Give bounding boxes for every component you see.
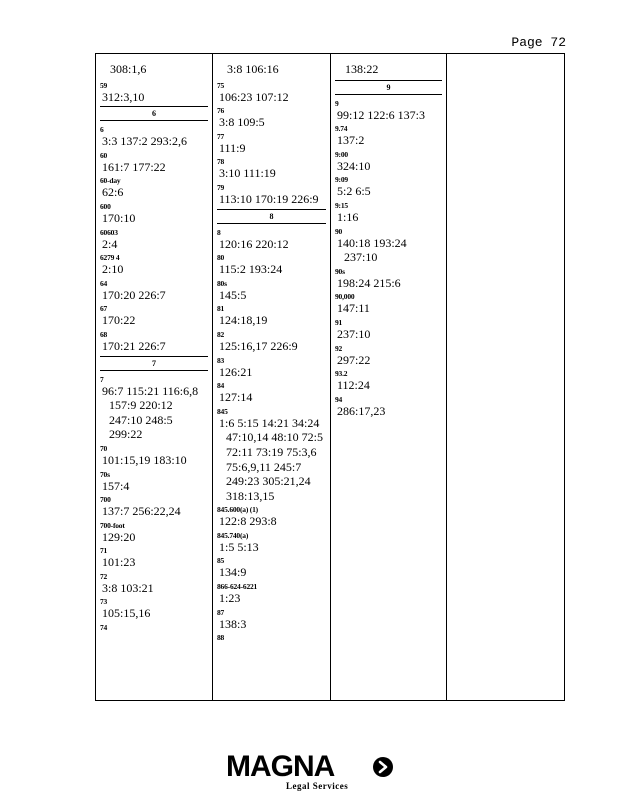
page-line-reference: 127:14 bbox=[219, 390, 253, 405]
page-line-reference: 247:10 248:5 bbox=[109, 412, 173, 427]
page-line-reference: 170:20 226:7 bbox=[102, 287, 166, 302]
index-keyword: 845.600(a) (1) bbox=[217, 505, 258, 515]
index-entry bbox=[96, 545, 212, 570]
continued-entry bbox=[96, 63, 212, 77]
index-keyword: 600 bbox=[100, 201, 111, 211]
index-entry bbox=[96, 252, 212, 277]
continued-entry bbox=[213, 63, 330, 77]
page-line-reference: 113:10 170:19 226:9 bbox=[219, 191, 319, 206]
divider bbox=[217, 223, 326, 224]
index-keyword: 7 bbox=[100, 374, 104, 384]
index-keyword: 70 bbox=[100, 443, 108, 453]
index-keyword: 6279 4 bbox=[100, 253, 120, 263]
index-column bbox=[213, 54, 331, 700]
page-line-reference: 47:10,14 48:10 72:5 bbox=[226, 430, 324, 445]
index-keyword: 74 bbox=[100, 623, 108, 633]
index-entry bbox=[213, 530, 330, 555]
index-entry bbox=[213, 227, 330, 252]
index-keyword: 88 bbox=[217, 633, 225, 643]
index-entry bbox=[331, 123, 446, 148]
index-keyword: 85 bbox=[217, 556, 225, 566]
index-keyword: 73 bbox=[100, 597, 108, 607]
page-line-reference: 170:22 bbox=[102, 313, 136, 328]
index-entry bbox=[213, 303, 330, 328]
page-line-reference: 75:6,9,11 245:7 bbox=[226, 459, 302, 474]
word-index bbox=[95, 53, 565, 701]
index-keyword: 70s bbox=[100, 469, 110, 479]
index-keyword: 91 bbox=[335, 317, 343, 327]
index-entry bbox=[213, 632, 330, 643]
index-column bbox=[447, 54, 564, 700]
index-entry bbox=[331, 291, 446, 316]
page-line-reference: 129:20 bbox=[102, 529, 136, 544]
index-entry bbox=[331, 394, 446, 419]
index-entry bbox=[96, 150, 212, 175]
index-entry bbox=[96, 374, 212, 442]
divider bbox=[100, 120, 208, 121]
page-line-reference: 120:16 220:12 bbox=[219, 236, 289, 251]
index-keyword: 67 bbox=[100, 304, 108, 314]
page-line-reference: 111:9 bbox=[219, 140, 246, 155]
index-column bbox=[96, 54, 213, 700]
page-line-reference: 198:24 215:6 bbox=[337, 275, 401, 290]
index-keyword: 80 bbox=[217, 253, 225, 263]
index-keyword: 90s bbox=[335, 266, 345, 276]
index-entry bbox=[213, 406, 330, 504]
index-entry bbox=[213, 504, 330, 529]
index-entry bbox=[96, 571, 212, 596]
index-entry bbox=[213, 355, 330, 380]
index-keyword: 82 bbox=[217, 329, 225, 339]
page-line-reference: 126:21 bbox=[219, 364, 253, 379]
section-header bbox=[217, 209, 326, 224]
page-line-reference: 137:2 bbox=[337, 133, 365, 148]
page-line-reference: 170:21 226:7 bbox=[102, 338, 166, 353]
index-keyword: 94 bbox=[335, 394, 343, 404]
index-entry bbox=[331, 200, 446, 225]
page-line-reference: 124:18,19 bbox=[219, 313, 268, 328]
index-entry bbox=[213, 581, 330, 606]
page-line-reference: 237:10 bbox=[344, 250, 378, 265]
page-line-reference: 5:2 6:5 bbox=[337, 184, 371, 199]
page-line-reference: 157:9 220:12 bbox=[109, 398, 173, 413]
section-letter: 7 bbox=[152, 358, 156, 368]
page-line-reference: 1:6 5:15 14:21 34:24 bbox=[219, 415, 320, 430]
index-keyword: 700 bbox=[100, 495, 111, 505]
logo-subtitle: Legal Services bbox=[286, 781, 349, 791]
index-keyword: 845.740(a) bbox=[217, 530, 249, 540]
page-line-reference: 62:6 bbox=[102, 185, 124, 200]
index-column bbox=[331, 54, 447, 700]
index-keyword: 866-624-6221 bbox=[217, 582, 258, 592]
page-line-reference: 3:8 103:21 bbox=[102, 580, 154, 595]
section-header bbox=[100, 106, 208, 121]
page-line-reference: 147:11 bbox=[337, 301, 370, 316]
page-line-reference: 299:22 bbox=[109, 427, 143, 442]
index-keyword: 81 bbox=[217, 304, 225, 314]
index-keyword: 80s bbox=[217, 278, 227, 288]
page-line-reference: 237:10 bbox=[337, 326, 371, 341]
index-entry bbox=[213, 131, 330, 156]
index-keyword: 90 bbox=[335, 226, 343, 236]
index-keyword: 78 bbox=[217, 157, 225, 167]
index-entry bbox=[96, 329, 212, 354]
index-keyword: 9 bbox=[335, 98, 339, 108]
index-entry bbox=[331, 266, 446, 291]
index-keyword: 60-day bbox=[100, 176, 121, 186]
index-keyword: 64 bbox=[100, 278, 108, 288]
index-entry bbox=[331, 343, 446, 368]
page-line-reference: 3:8 106:16 bbox=[227, 62, 279, 76]
index-keyword: 75 bbox=[217, 80, 225, 90]
index-entry bbox=[331, 174, 446, 199]
index-entry bbox=[213, 156, 330, 181]
index-keyword: 77 bbox=[217, 131, 225, 141]
index-entry bbox=[96, 278, 212, 303]
page-line-reference: 140:18 193:24 bbox=[337, 235, 407, 250]
index-keyword: 84 bbox=[217, 381, 225, 391]
index-keyword: 6 bbox=[100, 125, 104, 135]
index-keyword: 9:00 bbox=[335, 149, 348, 159]
page-line-reference: 312:3,10 bbox=[102, 89, 145, 104]
index-entry bbox=[213, 329, 330, 354]
index-entry bbox=[213, 555, 330, 580]
page-line-reference: 125:16,17 226:9 bbox=[219, 338, 298, 353]
index-keyword: 59 bbox=[100, 80, 108, 90]
index-entry bbox=[96, 80, 212, 105]
section-letter: 8 bbox=[269, 211, 274, 221]
page-line-reference: 2:4 bbox=[102, 236, 118, 251]
page-line-reference: 286:17,23 bbox=[337, 403, 386, 418]
page-line-reference: 324:10 bbox=[337, 158, 371, 173]
page-line-reference: 1:5 5:13 bbox=[219, 539, 259, 554]
page-line-reference: 96:7 115:21 116:6,8 bbox=[102, 383, 199, 398]
index-keyword: 60 bbox=[100, 150, 108, 160]
page-line-reference: 2:10 bbox=[102, 262, 124, 277]
page-line-reference: 105:15,16 bbox=[102, 606, 151, 621]
index-entry bbox=[96, 596, 212, 621]
page-line-reference: 308:1,6 bbox=[110, 62, 147, 76]
index-entry bbox=[331, 317, 446, 342]
index-entry bbox=[96, 175, 212, 200]
page-line-reference: 318:13,15 bbox=[226, 488, 275, 503]
page-line-reference: 138:3 bbox=[219, 616, 247, 631]
index-keyword: 79 bbox=[217, 182, 225, 192]
index-keyword: 9:09 bbox=[335, 175, 348, 185]
index-keyword: 90,000 bbox=[335, 292, 355, 302]
page-line-reference: 161:7 177:22 bbox=[102, 159, 166, 174]
company-logo bbox=[226, 752, 396, 792]
chevron-right-icon bbox=[373, 757, 393, 777]
index-entry bbox=[331, 98, 446, 123]
index-entry bbox=[213, 105, 330, 130]
page-line-reference: 3:8 109:5 bbox=[219, 115, 265, 130]
section-letter: 9 bbox=[386, 82, 391, 92]
index-keyword: 71 bbox=[100, 546, 108, 556]
logo-wordmark: MAGNA bbox=[226, 750, 335, 783]
page-line-reference: 145:5 bbox=[219, 287, 247, 302]
page-line-reference: 297:22 bbox=[337, 352, 371, 367]
page-line-reference: 134:9 bbox=[219, 565, 247, 580]
index-entry bbox=[331, 368, 446, 393]
index-entry bbox=[96, 494, 212, 519]
index-entry bbox=[213, 607, 330, 632]
page-line-reference: 112:24 bbox=[337, 378, 370, 393]
index-entry bbox=[213, 278, 330, 303]
index-keyword: 87 bbox=[217, 607, 225, 617]
page-line-reference: 3:3 137:2 293:2,6 bbox=[102, 134, 188, 149]
index-entry bbox=[96, 622, 212, 633]
page-line-reference: 1:23 bbox=[219, 591, 241, 606]
index-keyword: 700-foot bbox=[100, 520, 125, 530]
index-keyword: 92 bbox=[335, 343, 343, 353]
index-keyword: 8 bbox=[217, 227, 221, 237]
divider bbox=[335, 94, 442, 95]
index-entry bbox=[96, 227, 212, 252]
continued-entry bbox=[331, 63, 446, 77]
page-line-reference: 1:16 bbox=[337, 209, 359, 224]
page-line-reference: 138:22 bbox=[345, 62, 379, 76]
section-header bbox=[100, 356, 208, 371]
index-entry bbox=[331, 149, 446, 174]
divider bbox=[100, 370, 208, 371]
index-keyword: 845 bbox=[217, 406, 228, 416]
index-entry bbox=[96, 124, 212, 149]
index-entry bbox=[96, 303, 212, 328]
index-keyword: 72 bbox=[100, 571, 108, 581]
page-line-reference: 101:23 bbox=[102, 555, 136, 570]
page-line-reference: 106:23 107:12 bbox=[219, 89, 289, 104]
page-line-reference: 101:15,19 183:10 bbox=[102, 452, 187, 467]
page-line-reference: 72:11 73:19 75:3,6 bbox=[226, 444, 317, 459]
index-keyword: 93.2 bbox=[335, 369, 348, 379]
section-letter: 6 bbox=[152, 109, 156, 119]
index-keyword: 60603 bbox=[100, 227, 118, 237]
index-entry bbox=[213, 380, 330, 405]
page-line-reference: 122:8 293:8 bbox=[219, 514, 277, 529]
index-entry bbox=[213, 252, 330, 277]
index-keyword: 9:15 bbox=[335, 200, 348, 210]
index-entry bbox=[96, 443, 212, 468]
page-line-reference: 157:4 bbox=[102, 478, 130, 493]
index-entry bbox=[96, 201, 212, 226]
page-line-reference: 3:10 111:19 bbox=[219, 166, 276, 181]
index-keyword: 9.74 bbox=[335, 124, 348, 134]
page-line-reference: 249:23 305:21,24 bbox=[226, 474, 311, 489]
page-number: Page 72 bbox=[511, 35, 566, 50]
index-entry bbox=[96, 469, 212, 494]
index-entry bbox=[213, 182, 330, 207]
page-line-reference: 137:7 256:22,24 bbox=[102, 504, 181, 519]
section-header bbox=[335, 80, 442, 95]
index-entry bbox=[96, 520, 212, 545]
index-keyword: 76 bbox=[217, 106, 225, 116]
index-entry bbox=[213, 80, 330, 105]
index-keyword: 68 bbox=[100, 329, 108, 339]
page-line-reference: 99:12 122:6 137:3 bbox=[337, 107, 426, 122]
index-entry bbox=[331, 226, 446, 265]
index-keyword: 83 bbox=[217, 355, 225, 365]
page-line-reference: 170:10 bbox=[102, 210, 136, 225]
page-line-reference: 115:2 193:24 bbox=[219, 262, 283, 277]
